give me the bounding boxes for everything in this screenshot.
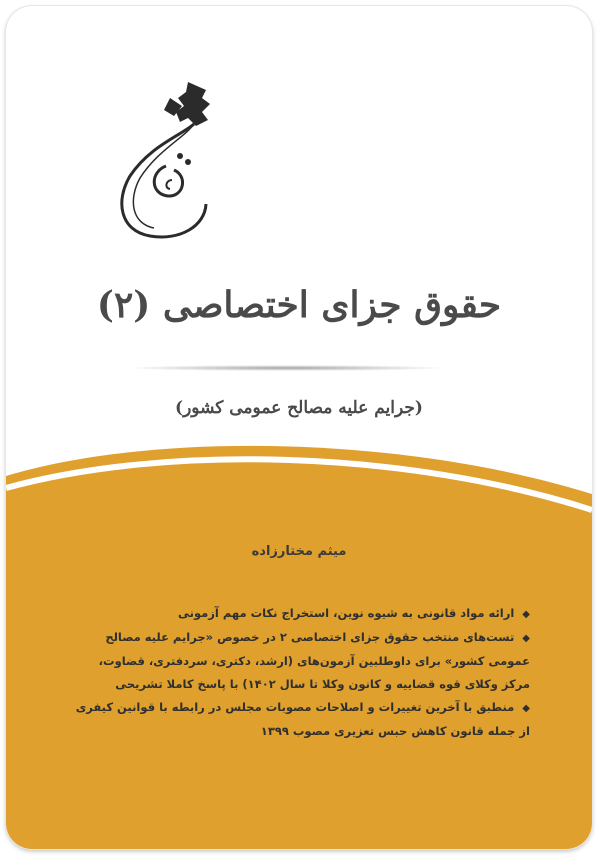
diamond-bullet-icon: ◆ <box>522 609 530 620</box>
calligraphy-logo-icon <box>110 76 220 246</box>
book-title: حقوق جزای اختصاصی (۲) <box>96 284 502 326</box>
author-name: میثم مختارزاده <box>251 544 347 559</box>
features-list <box>68 602 530 743</box>
book-subtitle: (جرایم علیه مصالح عمومی کشور) <box>175 398 423 418</box>
feature-text: ارائه مواد قانونی به شیوه نوین، استخراج نکات مهم آزمونی <box>178 606 515 620</box>
book-cover <box>6 6 592 849</box>
feature-text: تست‌های منتخب حقوق جزای اختصاصی ۲ در خصوص «جرایم علیه مصالح عمومی کشور» برای داوطلبین آزمون‌های (ارشد، دکتری، سردفتری، قضاوت، مرکز وکلای قوه قضاییه و کانون وکلا تا سال ۱۴۰۲) با پاسخ کاملا تشریحی <box>98 630 530 691</box>
diamond-bullet-icon: ◆ <box>522 633 530 644</box>
feature-text: منطبق با آخرین تغییرات و اصلاحات مصوبات مجلس در رابطه با قوانین کیفری از جمله قانون کاهش حبس تعزیری مصوب ۱۳۹۹ <box>75 700 530 738</box>
feature-item <box>68 626 530 696</box>
feature-item <box>68 696 530 743</box>
title-underline-shadow <box>126 361 446 375</box>
feature-item <box>68 602 530 626</box>
diamond-bullet-icon: ◆ <box>522 703 530 714</box>
